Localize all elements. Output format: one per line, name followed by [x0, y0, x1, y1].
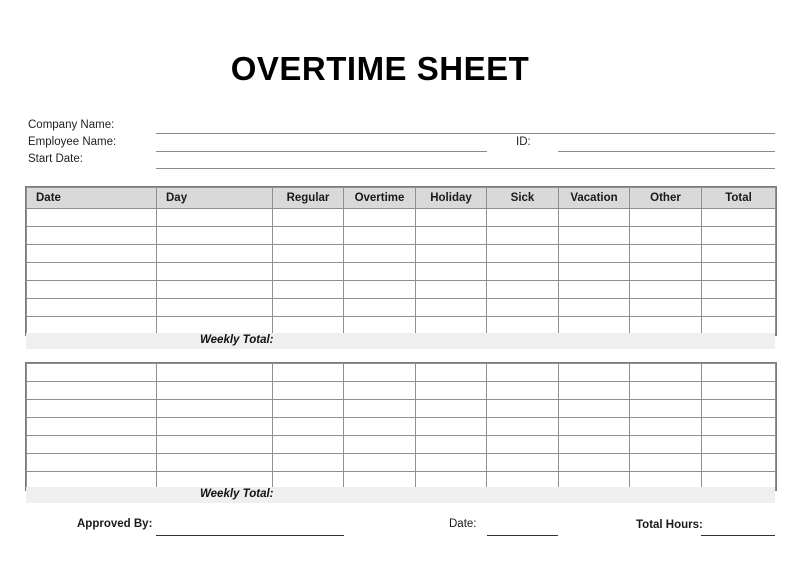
- company-name-label: Company Name:: [28, 119, 115, 131]
- table-cell[interactable]: [27, 418, 157, 436]
- table-cell[interactable]: [157, 436, 273, 454]
- weekly-total-label: Weekly Total:: [200, 488, 274, 500]
- table-cell[interactable]: [157, 263, 273, 281]
- table-cell[interactable]: [27, 454, 157, 472]
- table-cell[interactable]: [157, 299, 273, 317]
- table-cell[interactable]: [702, 454, 776, 472]
- table-cell[interactable]: [630, 209, 702, 227]
- column-header-total: Total: [702, 188, 776, 209]
- id-field[interactable]: [558, 151, 775, 152]
- table-cell[interactable]: [702, 245, 776, 263]
- table-cell[interactable]: [416, 454, 487, 472]
- table-cell[interactable]: [416, 400, 487, 418]
- table-cell[interactable]: [630, 317, 702, 335]
- table-cell[interactable]: [273, 227, 344, 245]
- column-header-overtime: Overtime: [344, 188, 416, 209]
- table-cell[interactable]: [702, 418, 776, 436]
- table-row: [27, 382, 776, 400]
- weekly-total-label: Weekly Total:: [200, 334, 274, 346]
- table-cell[interactable]: [487, 454, 559, 472]
- table-cell[interactable]: [702, 436, 776, 454]
- table-cell[interactable]: [416, 382, 487, 400]
- footer-date-label: Date:: [449, 518, 477, 530]
- table-cell[interactable]: [273, 263, 344, 281]
- page-title: OVERTIME SHEET: [230, 50, 530, 87]
- column-header-holiday: Holiday: [416, 188, 487, 209]
- table-cell[interactable]: [487, 227, 559, 245]
- table-cell[interactable]: [630, 382, 702, 400]
- table-row: [27, 263, 776, 281]
- table-cell[interactable]: [487, 281, 559, 299]
- table-cell[interactable]: [487, 263, 559, 281]
- table-cell[interactable]: [157, 400, 273, 418]
- table-cell[interactable]: [702, 263, 776, 281]
- table-cell[interactable]: [273, 245, 344, 263]
- table-cell[interactable]: [157, 245, 273, 263]
- table-cell[interactable]: [487, 209, 559, 227]
- table-cell[interactable]: [630, 245, 702, 263]
- table-row: [27, 281, 776, 299]
- table-row: [27, 317, 776, 335]
- table-row: [27, 209, 776, 227]
- table-cell[interactable]: [416, 245, 487, 263]
- table-cell[interactable]: [273, 317, 344, 335]
- column-header-regular: Regular: [273, 188, 344, 209]
- table-cell[interactable]: [27, 209, 157, 227]
- table-row: [27, 436, 776, 454]
- table-cell[interactable]: [559, 364, 630, 382]
- table-cell[interactable]: [702, 364, 776, 382]
- table-cell[interactable]: [702, 209, 776, 227]
- table-cell[interactable]: [344, 227, 416, 245]
- table-cell[interactable]: [487, 317, 559, 335]
- table-cell[interactable]: [559, 382, 630, 400]
- table-header-row: [27, 188, 776, 209]
- table-cell[interactable]: [416, 227, 487, 245]
- table-row: [27, 400, 776, 418]
- table-cell[interactable]: [416, 263, 487, 281]
- weekly-total-row-2: [26, 487, 775, 503]
- table-row: [27, 245, 776, 263]
- table-cell[interactable]: [344, 382, 416, 400]
- table-cell[interactable]: [630, 299, 702, 317]
- week-1-body: [27, 209, 776, 335]
- weekly-total-row-1: [26, 333, 775, 349]
- table-cell[interactable]: [157, 317, 273, 335]
- table-cell[interactable]: [559, 299, 630, 317]
- table-row: [27, 299, 776, 317]
- table-cell[interactable]: [157, 364, 273, 382]
- table-cell[interactable]: [702, 227, 776, 245]
- column-header-sick: Sick: [487, 188, 559, 209]
- table-cell[interactable]: [344, 317, 416, 335]
- table-cell[interactable]: [273, 382, 344, 400]
- table-cell[interactable]: [273, 454, 344, 472]
- table-cell[interactable]: [702, 281, 776, 299]
- table-cell[interactable]: [157, 418, 273, 436]
- table-cell[interactable]: [559, 227, 630, 245]
- table-cell[interactable]: [157, 281, 273, 299]
- footer-date-field[interactable]: [487, 535, 558, 536]
- table-cell[interactable]: [630, 281, 702, 299]
- table-cell[interactable]: [344, 418, 416, 436]
- table-cell[interactable]: [27, 227, 157, 245]
- table-cell[interactable]: [702, 382, 776, 400]
- table-row: [27, 454, 776, 472]
- table-cell[interactable]: [27, 299, 157, 317]
- table-cell[interactable]: [157, 209, 273, 227]
- table-cell[interactable]: [559, 263, 630, 281]
- table-cell[interactable]: [559, 454, 630, 472]
- column-header-vacation: Vacation: [559, 188, 630, 209]
- table-cell[interactable]: [416, 317, 487, 335]
- table-cell[interactable]: [27, 436, 157, 454]
- table-cell[interactable]: [273, 400, 344, 418]
- table-cell[interactable]: [344, 454, 416, 472]
- approved-by-field[interactable]: [156, 535, 344, 536]
- table-cell[interactable]: [344, 245, 416, 263]
- table-cell[interactable]: [273, 364, 344, 382]
- table-cell[interactable]: [416, 418, 487, 436]
- table-cell[interactable]: [559, 418, 630, 436]
- table-cell[interactable]: [416, 436, 487, 454]
- table-cell[interactable]: [559, 281, 630, 299]
- table-cell[interactable]: [630, 227, 702, 245]
- table-cell[interactable]: [344, 209, 416, 227]
- table-cell[interactable]: [416, 209, 487, 227]
- table-cell[interactable]: [487, 382, 559, 400]
- table-cell[interactable]: [27, 245, 157, 263]
- table-cell[interactable]: [559, 245, 630, 263]
- week-1-table: [26, 187, 776, 335]
- table-cell[interactable]: [559, 317, 630, 335]
- table-cell[interactable]: [157, 454, 273, 472]
- table-cell[interactable]: [487, 418, 559, 436]
- table-cell[interactable]: [487, 299, 559, 317]
- table-cell[interactable]: [344, 281, 416, 299]
- table-cell[interactable]: [27, 364, 157, 382]
- table-cell[interactable]: [27, 263, 157, 281]
- table-cell[interactable]: [702, 400, 776, 418]
- table-cell[interactable]: [559, 209, 630, 227]
- table-cell[interactable]: [344, 263, 416, 281]
- table-cell[interactable]: [630, 418, 702, 436]
- table-cell[interactable]: [702, 299, 776, 317]
- start-date-label: Start Date:: [28, 153, 83, 165]
- week-2-body: [27, 364, 776, 490]
- table-cell[interactable]: [630, 400, 702, 418]
- total-hours-field[interactable]: [701, 535, 775, 536]
- table-cell[interactable]: [630, 263, 702, 281]
- table-cell[interactable]: [273, 418, 344, 436]
- week-2-table: [26, 363, 776, 490]
- table-cell[interactable]: [487, 400, 559, 418]
- column-header-other: Other: [630, 188, 702, 209]
- table-cell[interactable]: [416, 281, 487, 299]
- column-header-day: Day: [157, 188, 273, 209]
- approved-by-label: Approved By:: [77, 518, 153, 530]
- table-cell[interactable]: [487, 364, 559, 382]
- employee-name-field[interactable]: [156, 151, 487, 152]
- table-cell[interactable]: [559, 400, 630, 418]
- table-cell[interactable]: [630, 436, 702, 454]
- table-cell[interactable]: [27, 382, 157, 400]
- table-cell[interactable]: [273, 436, 344, 454]
- column-header-date: Date: [27, 188, 157, 209]
- table-cell[interactable]: [344, 400, 416, 418]
- id-label: ID:: [516, 136, 531, 148]
- table-cell[interactable]: [416, 364, 487, 382]
- table-cell[interactable]: [27, 400, 157, 418]
- table-cell[interactable]: [630, 364, 702, 382]
- table-cell[interactable]: [344, 436, 416, 454]
- table-cell[interactable]: [630, 454, 702, 472]
- company-name-field[interactable]: [156, 133, 775, 134]
- table-cell[interactable]: [702, 317, 776, 335]
- table-cell[interactable]: [27, 281, 157, 299]
- table-cell[interactable]: [273, 209, 344, 227]
- table-cell[interactable]: [27, 317, 157, 335]
- total-hours-label: Total Hours:: [636, 519, 703, 531]
- table-cell[interactable]: [157, 382, 273, 400]
- start-date-field[interactable]: [156, 168, 775, 169]
- employee-name-label: Employee Name:: [28, 136, 117, 148]
- table-cell[interactable]: [157, 227, 273, 245]
- table-cell[interactable]: [273, 299, 344, 317]
- table-cell[interactable]: [559, 436, 630, 454]
- table-cell[interactable]: [344, 299, 416, 317]
- table-cell[interactable]: [487, 436, 559, 454]
- table-row: [27, 227, 776, 245]
- table-cell[interactable]: [273, 281, 344, 299]
- table-cell[interactable]: [344, 364, 416, 382]
- table-cell[interactable]: [487, 245, 559, 263]
- table-cell[interactable]: [416, 299, 487, 317]
- table-row: [27, 418, 776, 436]
- table-row: [27, 364, 776, 382]
